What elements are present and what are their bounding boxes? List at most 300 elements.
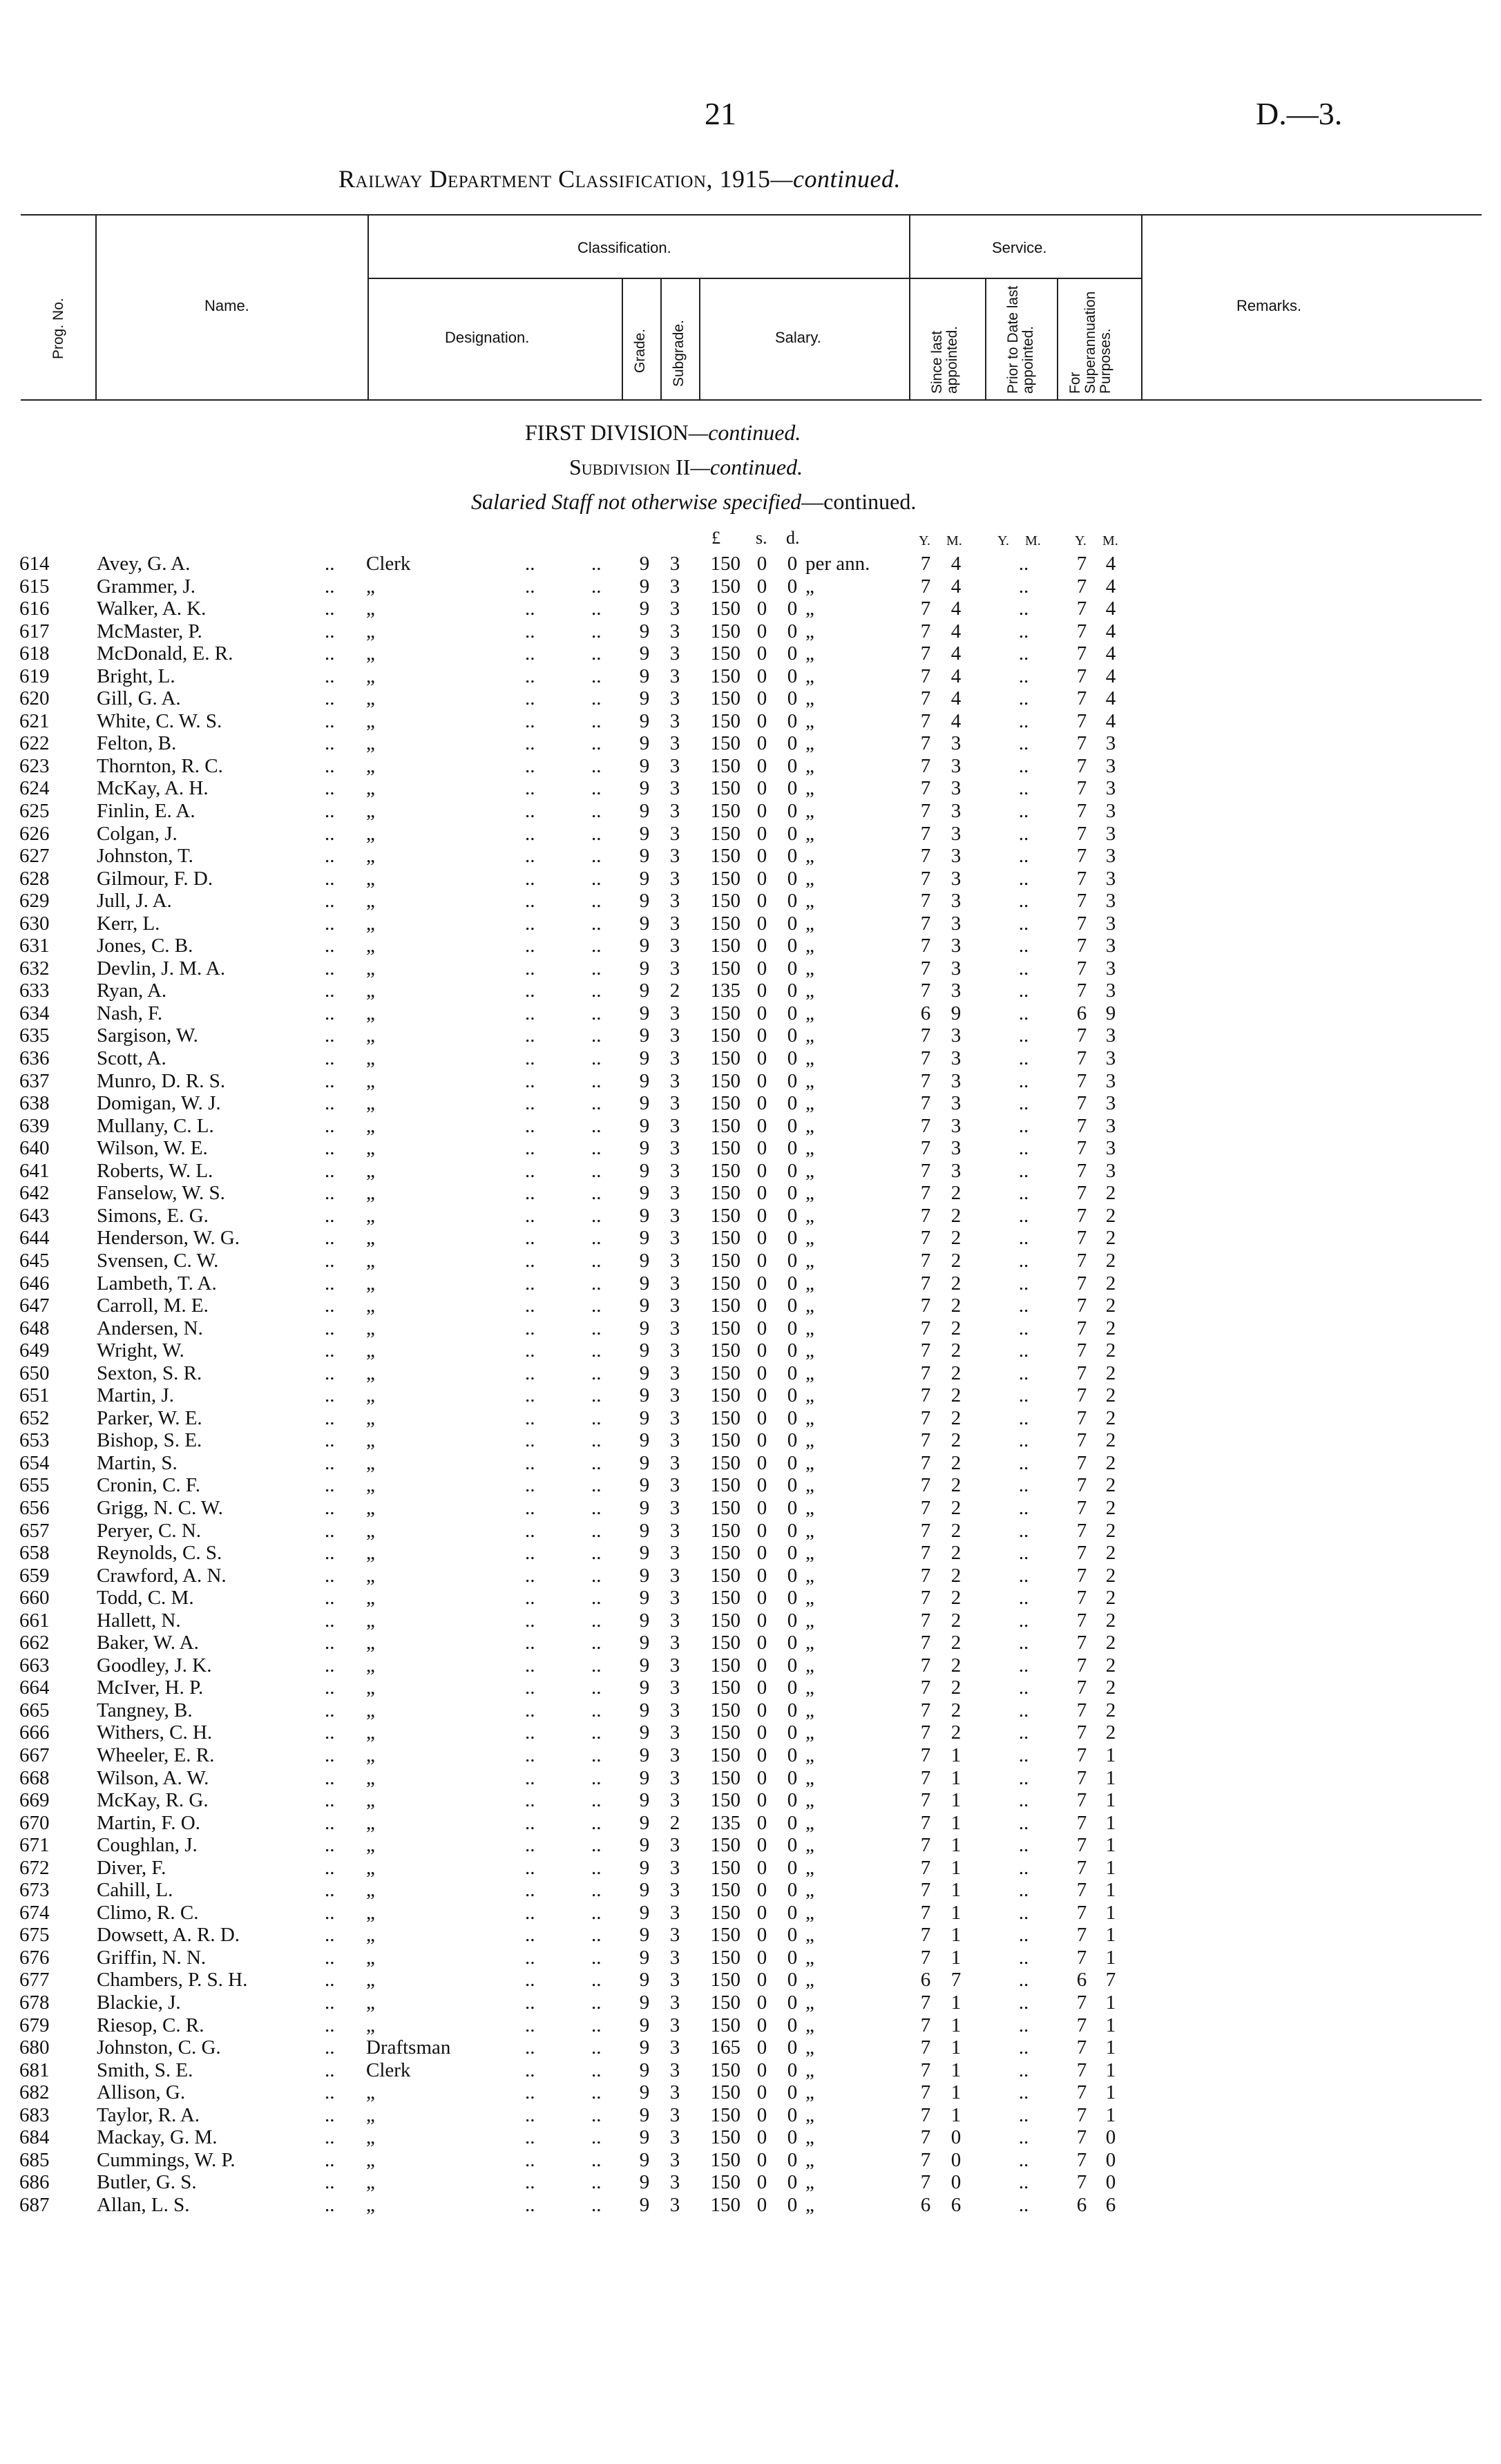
since-years: 7 bbox=[920, 687, 931, 710]
designation: „ bbox=[366, 642, 375, 665]
leader-dots: .. bbox=[325, 1024, 335, 1047]
leader-dots: .. bbox=[525, 1114, 535, 1137]
superannuation-months: 4 bbox=[1105, 687, 1116, 710]
table-row bbox=[0, 777, 1501, 800]
superannuation-months: 4 bbox=[1105, 553, 1116, 575]
leader-dots: .. bbox=[325, 1587, 335, 1610]
since-months: 4 bbox=[950, 642, 962, 665]
designation: Clerk bbox=[366, 2059, 411, 2081]
leader-dots: .. bbox=[325, 845, 335, 868]
superannuation-months: 3 bbox=[1105, 1024, 1116, 1047]
table-row bbox=[0, 1047, 1501, 1070]
prog-no: 636 bbox=[19, 1047, 50, 1070]
salary-pence: 0 bbox=[787, 1451, 798, 1474]
since-months: 4 bbox=[950, 687, 962, 710]
employee-name: McKay, R. G. bbox=[97, 1789, 209, 1812]
leader-dots: .. bbox=[591, 777, 602, 800]
salary-pence: 0 bbox=[787, 1744, 798, 1766]
table-row bbox=[0, 1947, 1501, 1969]
since-years: 7 bbox=[920, 890, 931, 913]
salary-pounds: 150 bbox=[710, 2193, 740, 2216]
superannuation-years: 7 bbox=[1076, 1384, 1087, 1407]
leader-dots: .. bbox=[591, 1451, 602, 1474]
employee-name: Scott, A. bbox=[97, 1047, 166, 1070]
employee-name: Butler, G. S. bbox=[97, 2171, 197, 2194]
superannuation-years: 7 bbox=[1076, 1114, 1087, 1137]
table-row bbox=[0, 800, 1501, 823]
leader-dots: .. bbox=[325, 777, 335, 800]
employee-name: Mullany, C. L. bbox=[97, 1114, 214, 1137]
salary-pence: 0 bbox=[787, 732, 798, 755]
superannuation-months: 1 bbox=[1105, 1811, 1116, 1834]
leader-dots: .. bbox=[325, 1677, 335, 1699]
subgrade: 3 bbox=[669, 1159, 680, 1182]
salary-pence: 0 bbox=[787, 1024, 798, 1047]
leader-dots: .. bbox=[591, 1901, 602, 1924]
prior-service: .. bbox=[1018, 890, 1029, 913]
employee-name: Allison, G. bbox=[97, 2081, 186, 2104]
designation: „ bbox=[366, 1451, 375, 1474]
salary-pence: 0 bbox=[787, 1766, 798, 1789]
leader-dots: .. bbox=[591, 2014, 602, 2036]
designation: „ bbox=[366, 2081, 375, 2104]
subgrade: 3 bbox=[669, 822, 680, 845]
salary-period: „ bbox=[805, 1092, 814, 1115]
table-row bbox=[0, 1677, 1501, 1699]
title-suffix: —continued. bbox=[770, 165, 901, 193]
salary-pence: 0 bbox=[787, 1317, 798, 1339]
grade: 9 bbox=[639, 620, 650, 642]
designation: „ bbox=[366, 1519, 375, 1542]
salary-shillings: 0 bbox=[756, 1295, 767, 1317]
leader-dots: .. bbox=[525, 1317, 535, 1339]
prog-no: 680 bbox=[19, 2036, 50, 2059]
leader-dots: .. bbox=[325, 1564, 335, 1587]
grade: 9 bbox=[639, 2148, 650, 2171]
salary-shillings: 0 bbox=[756, 1137, 767, 1160]
leader-dots: .. bbox=[591, 867, 602, 890]
employee-name: Simons, E. G. bbox=[97, 1204, 209, 1227]
subgrade: 3 bbox=[669, 687, 680, 710]
since-months: 0 bbox=[950, 2171, 962, 2194]
since-years: 7 bbox=[920, 800, 931, 823]
employee-name: Hallett, N. bbox=[97, 1609, 181, 1632]
leader-dots: .. bbox=[525, 1564, 535, 1587]
salary-pounds: 150 bbox=[710, 1024, 740, 1047]
superannuation-months: 1 bbox=[1105, 1946, 1116, 1969]
superannuation-months: 1 bbox=[1105, 2036, 1116, 2059]
grade: 9 bbox=[639, 1609, 650, 1632]
prog-no: 621 bbox=[19, 709, 50, 732]
employee-name: Nash, F. bbox=[97, 1002, 163, 1024]
salary-shillings: 0 bbox=[756, 1789, 767, 1812]
leader-dots: .. bbox=[325, 1744, 335, 1766]
leader-dots: .. bbox=[525, 754, 535, 777]
salary-period: „ bbox=[805, 1069, 814, 1092]
since-months: 2 bbox=[950, 1542, 962, 1565]
employee-name: Fanselow, W. S. bbox=[97, 1182, 225, 1205]
salary-shillings: 0 bbox=[756, 1609, 767, 1632]
since-years: 7 bbox=[920, 1406, 931, 1429]
prog-no: 662 bbox=[19, 1632, 50, 1654]
superannuation-months: 2 bbox=[1105, 1474, 1116, 1497]
employee-name: Thornton, R. C. bbox=[97, 754, 223, 777]
superannuation-years: 7 bbox=[1076, 642, 1087, 665]
superannuation-years: 6 bbox=[1076, 1969, 1087, 1992]
superannuation-years: 7 bbox=[1076, 1069, 1087, 1092]
employee-name: Sexton, S. R. bbox=[97, 1362, 202, 1384]
table-row bbox=[0, 2104, 1501, 2127]
subgrade: 3 bbox=[669, 1766, 680, 1789]
since-months: 2 bbox=[950, 1272, 962, 1295]
salary-shillings: 0 bbox=[756, 777, 767, 800]
superannuation-months: 1 bbox=[1105, 1766, 1116, 1789]
grade: 9 bbox=[639, 1879, 650, 1902]
prog-no: 674 bbox=[19, 1901, 50, 1924]
prior-service: .. bbox=[1018, 777, 1029, 800]
salary-pence: 0 bbox=[787, 1542, 798, 1565]
table-row bbox=[0, 1587, 1501, 1610]
subgrade: 3 bbox=[669, 1992, 680, 2014]
salary-period: „ bbox=[805, 1339, 814, 1362]
designation: „ bbox=[366, 1946, 375, 1969]
since-months: 3 bbox=[950, 822, 962, 845]
leader-dots: .. bbox=[525, 1542, 535, 1565]
salary-period: „ bbox=[805, 1474, 814, 1497]
grade: 9 bbox=[639, 957, 650, 980]
leader-dots: .. bbox=[525, 935, 535, 957]
leader-dots: .. bbox=[325, 890, 335, 913]
superannuation-years: 7 bbox=[1076, 665, 1087, 687]
superannuation-years: 7 bbox=[1076, 912, 1087, 935]
prog-no: 677 bbox=[19, 1969, 50, 1992]
since-months: 3 bbox=[950, 957, 962, 980]
employee-name: Allan, L. S. bbox=[97, 2193, 190, 2216]
table-row bbox=[0, 710, 1501, 733]
leader-dots: .. bbox=[325, 1384, 335, 1407]
leader-dots: .. bbox=[325, 575, 335, 598]
superannuation-years: 7 bbox=[1076, 1429, 1087, 1452]
leader-dots: .. bbox=[591, 1339, 602, 1362]
subgrade: 3 bbox=[669, 1587, 680, 1610]
salary-shillings: 0 bbox=[756, 665, 767, 687]
leader-dots: .. bbox=[325, 2171, 335, 2194]
prior-service: .. bbox=[1018, 1159, 1029, 1182]
prog-no: 631 bbox=[19, 935, 50, 957]
superannuation-years: 7 bbox=[1076, 1924, 1087, 1947]
leader-dots: .. bbox=[591, 912, 602, 935]
grade: 9 bbox=[639, 800, 650, 823]
salary-shillings: 0 bbox=[756, 2148, 767, 2171]
superannuation-months: 2 bbox=[1105, 1317, 1116, 1339]
leader-dots: .. bbox=[591, 575, 602, 598]
prog-no: 653 bbox=[19, 1429, 50, 1452]
since-years: 7 bbox=[920, 1654, 931, 1677]
designation: „ bbox=[366, 1384, 375, 1407]
superannuation-years: 7 bbox=[1076, 1879, 1087, 1902]
page-number: 21 bbox=[705, 96, 736, 131]
salary-shillings: 0 bbox=[756, 2171, 767, 2194]
designation: „ bbox=[366, 1856, 375, 1879]
table-row bbox=[0, 1362, 1501, 1385]
grade: 9 bbox=[639, 598, 650, 620]
table-row bbox=[0, 732, 1501, 755]
prior-service: .. bbox=[1018, 935, 1029, 957]
designation: „ bbox=[366, 1069, 375, 1092]
leader-dots: .. bbox=[525, 2036, 535, 2059]
since-months: 2 bbox=[950, 1406, 962, 1429]
salary-shillings: 0 bbox=[756, 1766, 767, 1789]
employee-name: Lambeth, T. A. bbox=[97, 1272, 217, 1295]
since-months: 4 bbox=[950, 598, 962, 620]
leader-dots: .. bbox=[525, 1295, 535, 1317]
superannuation-months: 3 bbox=[1105, 845, 1116, 868]
salary-shillings: 0 bbox=[756, 912, 767, 935]
salary-pence: 0 bbox=[787, 822, 798, 845]
leader-dots: .. bbox=[525, 1901, 535, 1924]
prog-no: 685 bbox=[19, 2148, 50, 2171]
leader-dots: .. bbox=[325, 2059, 335, 2081]
superannuation-years: 7 bbox=[1076, 1406, 1087, 1429]
header-grade: Grade. bbox=[632, 328, 648, 373]
header-designation: Designation. bbox=[445, 329, 530, 346]
superannuation-months: 1 bbox=[1105, 1924, 1116, 1947]
salary-pence: 0 bbox=[787, 642, 798, 665]
grade: 9 bbox=[639, 1587, 650, 1610]
prog-no: 634 bbox=[19, 1002, 50, 1024]
leader-dots: .. bbox=[325, 1924, 335, 1947]
header-classification: Classification. bbox=[577, 239, 671, 256]
superannuation-months: 1 bbox=[1105, 1992, 1116, 2014]
superannuation-months: 0 bbox=[1105, 2148, 1116, 2171]
designation: „ bbox=[366, 1204, 375, 1227]
salary-period: „ bbox=[805, 777, 814, 800]
prior-service: .. bbox=[1018, 1901, 1029, 1924]
prog-no: 682 bbox=[19, 2081, 50, 2104]
salary-shillings: 0 bbox=[756, 890, 767, 913]
page-title bbox=[338, 164, 901, 193]
subgrade: 3 bbox=[669, 1946, 680, 1969]
grade: 9 bbox=[639, 1137, 650, 1160]
col-divider bbox=[1141, 214, 1143, 401]
leader-dots: .. bbox=[325, 980, 335, 1002]
superannuation-months: 2 bbox=[1105, 1564, 1116, 1587]
since-months: 3 bbox=[950, 1159, 962, 1182]
designation: „ bbox=[366, 1587, 375, 1610]
unit-months: M. bbox=[1025, 533, 1041, 548]
leader-dots: .. bbox=[525, 1362, 535, 1384]
since-years: 7 bbox=[920, 1227, 931, 1250]
subgrade: 3 bbox=[669, 935, 680, 957]
prog-no: 648 bbox=[19, 1317, 50, 1339]
superannuation-months: 4 bbox=[1105, 575, 1116, 598]
grade: 9 bbox=[639, 1542, 650, 1565]
salary-period: „ bbox=[805, 1766, 814, 1789]
salary-pounds: 150 bbox=[710, 1451, 740, 1474]
grade: 9 bbox=[639, 1114, 650, 1137]
superannuation-months: 2 bbox=[1105, 1182, 1116, 1205]
designation: „ bbox=[366, 1249, 375, 1272]
since-months: 2 bbox=[950, 1654, 962, 1677]
superannuation-months: 1 bbox=[1105, 1901, 1116, 1924]
designation: „ bbox=[366, 1969, 375, 1992]
prior-service: .. bbox=[1018, 754, 1029, 777]
grade: 9 bbox=[639, 2126, 650, 2149]
salary-period: „ bbox=[805, 845, 814, 868]
superannuation-months: 2 bbox=[1105, 1406, 1116, 1429]
since-years: 7 bbox=[920, 2103, 931, 2126]
designation: „ bbox=[366, 1609, 375, 1632]
since-years: 7 bbox=[920, 1789, 931, 1812]
leader-dots: .. bbox=[591, 1137, 602, 1160]
salary-pounds: 150 bbox=[710, 1542, 740, 1565]
leader-dots: .. bbox=[525, 1182, 535, 1205]
employee-name: Cummings, W. P. bbox=[97, 2148, 236, 2171]
prior-service: .. bbox=[1018, 980, 1029, 1002]
salary-pounds: 150 bbox=[710, 845, 740, 868]
employee-name: Domigan, W. J. bbox=[97, 1092, 221, 1115]
leader-dots: .. bbox=[525, 1811, 535, 1834]
salary-pounds: 150 bbox=[710, 1474, 740, 1497]
salary-period: „ bbox=[805, 1137, 814, 1160]
leader-dots: .. bbox=[325, 1474, 335, 1497]
designation: „ bbox=[366, 1879, 375, 1902]
leader-dots: .. bbox=[591, 1879, 602, 1902]
subgrade: 3 bbox=[669, 1272, 680, 1295]
grade: 9 bbox=[639, 1092, 650, 1115]
leader-dots: .. bbox=[591, 1384, 602, 1407]
since-years: 7 bbox=[920, 1295, 931, 1317]
employee-name: Martin, J. bbox=[97, 1384, 174, 1407]
salary-pounds: 150 bbox=[710, 732, 740, 755]
table-row bbox=[0, 913, 1501, 935]
salary-shillings: 0 bbox=[756, 1879, 767, 1902]
salary-shillings: 0 bbox=[756, 1811, 767, 1834]
salary-pence: 0 bbox=[787, 2148, 798, 2171]
salary-shillings: 0 bbox=[756, 2193, 767, 2216]
employee-name: Munro, D. R. S. bbox=[97, 1069, 226, 1092]
salary-pence: 0 bbox=[787, 1227, 798, 1250]
subgrade: 3 bbox=[669, 1295, 680, 1317]
subgrade: 3 bbox=[669, 553, 680, 575]
prog-no: 645 bbox=[19, 1249, 50, 1272]
since-years: 7 bbox=[920, 732, 931, 755]
grade: 9 bbox=[639, 1856, 650, 1879]
salary-pounds: 150 bbox=[710, 2014, 740, 2036]
prior-service: .. bbox=[1018, 687, 1029, 710]
superannuation-years: 7 bbox=[1076, 2036, 1087, 2059]
prog-no: 675 bbox=[19, 1924, 50, 1947]
salary-period: „ bbox=[805, 1024, 814, 1047]
leader-dots: .. bbox=[325, 867, 335, 890]
salary-pence: 0 bbox=[787, 1834, 798, 1857]
prog-no: 637 bbox=[19, 1069, 50, 1092]
since-months: 2 bbox=[950, 1496, 962, 1519]
designation: „ bbox=[366, 754, 375, 777]
subgrade: 3 bbox=[669, 1901, 680, 1924]
salary-pence: 0 bbox=[787, 1721, 798, 1744]
leader-dots: .. bbox=[325, 2081, 335, 2104]
superannuation-months: 2 bbox=[1105, 1542, 1116, 1565]
designation: „ bbox=[366, 1632, 375, 1654]
leader-dots: .. bbox=[525, 2148, 535, 2171]
since-years: 6 bbox=[920, 1969, 931, 1992]
prior-service: .. bbox=[1018, 822, 1029, 845]
prior-service: .. bbox=[1018, 1047, 1029, 1070]
since-months: 1 bbox=[950, 1766, 962, 1789]
since-years: 7 bbox=[920, 1069, 931, 1092]
superannuation-months: 3 bbox=[1105, 1047, 1116, 1070]
grade: 9 bbox=[639, 2171, 650, 2194]
superannuation-years: 7 bbox=[1076, 822, 1087, 845]
prog-no: 665 bbox=[19, 1699, 50, 1721]
leader-dots: .. bbox=[591, 2081, 602, 2104]
salary-period: „ bbox=[805, 1272, 814, 1295]
superannuation-months: 1 bbox=[1105, 1834, 1116, 1857]
prog-no: 663 bbox=[19, 1654, 50, 1677]
superannuation-years: 7 bbox=[1076, 754, 1087, 777]
since-years: 7 bbox=[920, 1924, 931, 1947]
leader-dots: .. bbox=[525, 1789, 535, 1812]
leader-dots: .. bbox=[325, 1114, 335, 1137]
leader-dots: .. bbox=[325, 1182, 335, 1205]
table-row bbox=[0, 1610, 1501, 1632]
prog-no: 643 bbox=[19, 1204, 50, 1227]
table-row bbox=[0, 1834, 1501, 1857]
grade: 9 bbox=[639, 1429, 650, 1452]
superannuation-months: 2 bbox=[1105, 1295, 1116, 1317]
designation: „ bbox=[366, 980, 375, 1002]
designation: „ bbox=[366, 1474, 375, 1497]
subgrade: 3 bbox=[669, 1114, 680, 1137]
leader-dots: .. bbox=[525, 2059, 535, 2081]
salary-pounds: 150 bbox=[710, 1295, 740, 1317]
superannuation-years: 7 bbox=[1076, 2103, 1087, 2126]
prog-no: 666 bbox=[19, 1721, 50, 1744]
superannuation-months: 2 bbox=[1105, 1496, 1116, 1519]
salary-period: „ bbox=[805, 1969, 814, 1992]
prog-no: 684 bbox=[19, 2126, 50, 2149]
leader-dots: .. bbox=[325, 1721, 335, 1744]
leader-dots: .. bbox=[525, 1249, 535, 1272]
superannuation-years: 7 bbox=[1076, 553, 1087, 575]
since-years: 6 bbox=[920, 1002, 931, 1024]
leader-dots: .. bbox=[325, 1632, 335, 1654]
designation: „ bbox=[366, 575, 375, 598]
employee-name: Felton, B. bbox=[97, 732, 177, 755]
prior-service: .. bbox=[1018, 867, 1029, 890]
leader-dots: .. bbox=[591, 1429, 602, 1452]
prog-no: 660 bbox=[19, 1587, 50, 1610]
subgrade: 3 bbox=[669, 1677, 680, 1699]
salary-pence: 0 bbox=[787, 1295, 798, 1317]
salary-pence: 0 bbox=[787, 1182, 798, 1205]
salary-pence: 0 bbox=[787, 1879, 798, 1902]
subgrade: 3 bbox=[669, 1789, 680, 1812]
prog-no: 623 bbox=[19, 754, 50, 777]
since-years: 7 bbox=[920, 912, 931, 935]
salary-pence: 0 bbox=[787, 1992, 798, 2014]
prog-no: 654 bbox=[19, 1451, 50, 1474]
table-row bbox=[0, 2126, 1501, 2149]
since-years: 7 bbox=[920, 1474, 931, 1497]
since-years: 7 bbox=[920, 1519, 931, 1542]
since-months: 2 bbox=[950, 1339, 962, 1362]
leader-dots: .. bbox=[525, 1744, 535, 1766]
leader-dots: .. bbox=[525, 1069, 535, 1092]
employee-name: Gill, G. A. bbox=[97, 687, 181, 710]
salary-period: „ bbox=[805, 1587, 814, 1610]
